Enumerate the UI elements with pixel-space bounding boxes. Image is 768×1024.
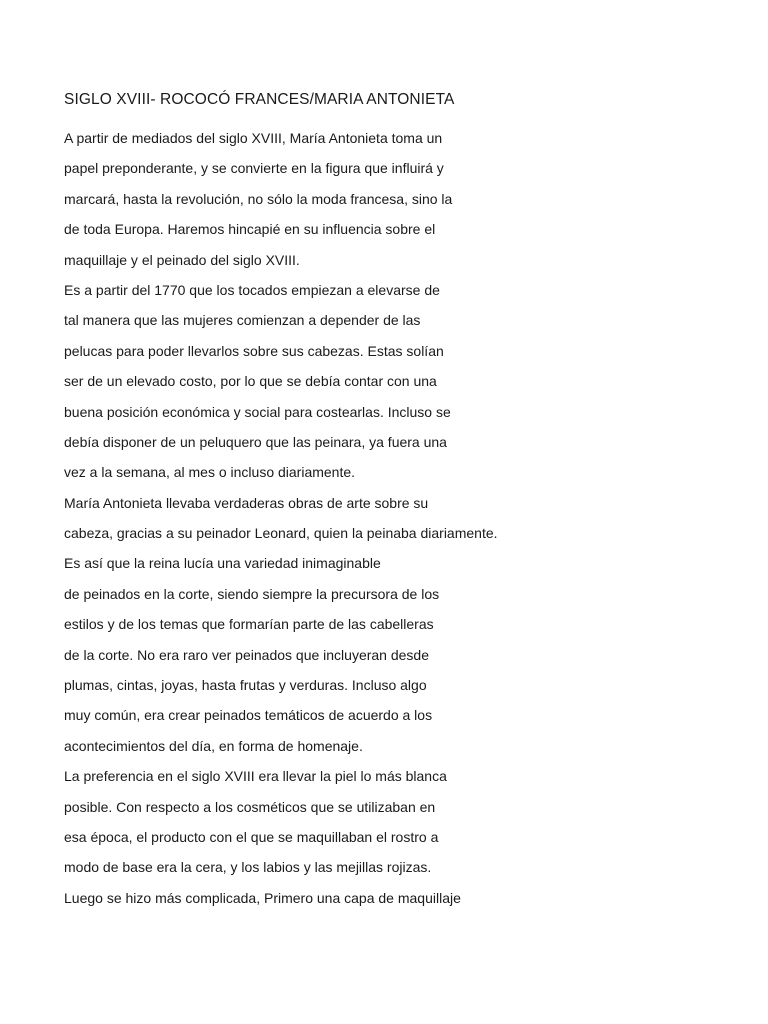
text-line: marcará, hasta la revolución, no sólo la moda francesa, sino la: [64, 190, 453, 207]
text-line: pelucas para poder llevarlos sobre sus cabezas. Estas solían: [64, 342, 444, 359]
text-line: maquillaje y el peinado del siglo XVIII.: [64, 251, 300, 268]
text-line: de peinados en la corte, siendo siempre la precursora de los: [64, 585, 440, 602]
text-line: Es así que la reina lucía una variedad inimaginable: [64, 555, 381, 572]
text-line: cabeza, gracias a su peinador Leonard, quien la peinaba diariamente.: [64, 525, 498, 542]
document-title: SIGLO XVIII- ROCOCÓ FRANCES/MARIA ANTONIETA: [64, 91, 455, 108]
text-line: buena posición económica y social para costearlas. Incluso se: [64, 403, 451, 420]
text-line: ser de un elevado costo, por lo que se debía contar con una: [64, 373, 437, 390]
text-line: Es a partir del 1770 que los tocados empiezan a elevarse de: [64, 281, 440, 298]
text-line: de la corte. No era raro ver peinados que incluyeran desde: [64, 646, 429, 663]
text-line: Luego se hizo más complicada, Primero una capa de maquillaje: [64, 889, 461, 906]
text-line: tal manera que las mujeres comienzan a depender de las: [64, 312, 421, 329]
text-line: María Antonieta llevaba verdaderas obras de arte sobre su: [64, 494, 429, 511]
text-line: vez a la semana, al mes o incluso diariamente.: [64, 464, 356, 481]
text-line: A partir de mediados del siglo XVIII, María Antonieta toma un: [64, 130, 443, 146]
text-line: modo de base era la cera, y los labios y las mejillas rojizas.: [64, 859, 432, 876]
text-line: La preferencia en el siglo XVIII era llevar la piel lo más blanca: [64, 768, 447, 785]
text-line: muy común, era crear peinados temáticos de acuerdo a los: [64, 707, 433, 724]
text-line: posible. Con respecto a los cosméticos que se utilizaban en: [64, 798, 436, 815]
text-line: papel preponderante, y se convierte en la figura que influirá y: [64, 160, 444, 177]
body-text: [64, 123, 764, 913]
text-line: estilos y de los temas que formarían parte de las cabelleras: [64, 616, 434, 633]
text-line: plumas, cintas, joyas, hasta frutas y verduras. Incluso algo: [64, 677, 427, 694]
text-line: acontecimientos del día, en forma de homenaje.: [64, 737, 363, 754]
text-line: de toda Europa. Haremos hincapié en su influencia sobre el: [64, 221, 436, 238]
text-line: debía disponer de un peluquero que las peinara, ya fuera una: [64, 433, 447, 450]
text-line: esa época, el producto con el que se maquillaban el rostro a: [64, 828, 439, 845]
